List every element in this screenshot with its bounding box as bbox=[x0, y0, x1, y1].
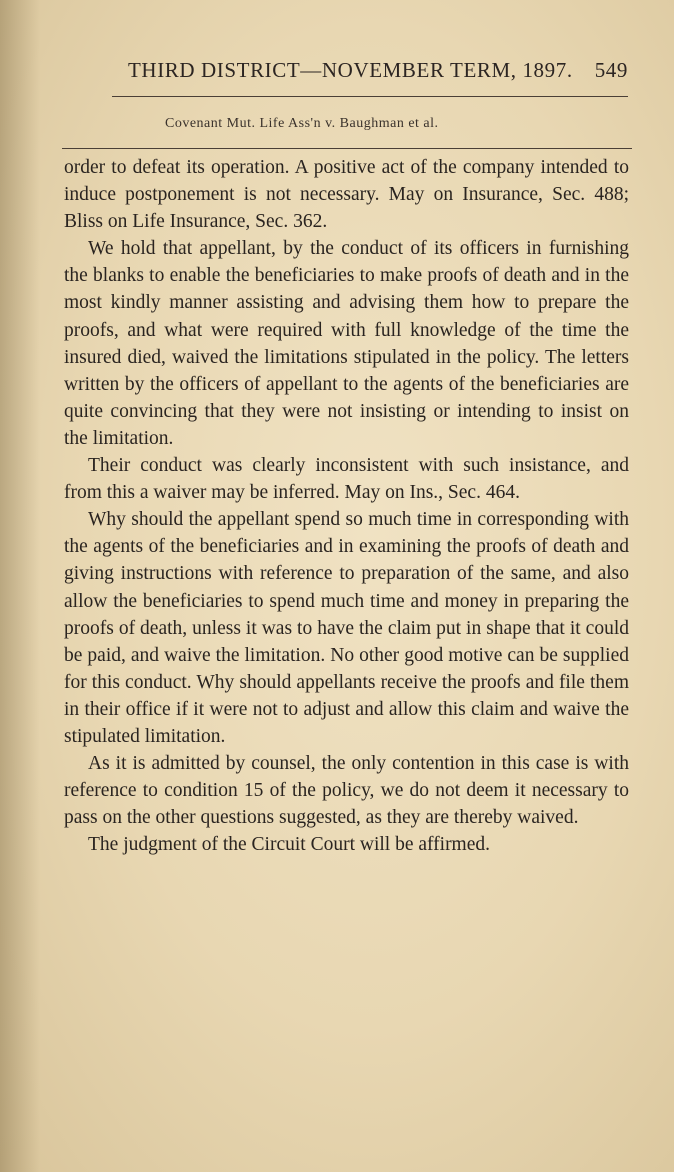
header-rule bbox=[112, 96, 628, 97]
paragraph-admission: As it is admitted by counsel, the only contention in this case is with reference to condition 15 of the policy, we do not deem it necessary to pass on the other questions suggested, as they are thereby waived. bbox=[64, 753, 629, 829]
case-caption: Covenant Mut. Life Ass'n v. Baughman et al. bbox=[165, 116, 439, 131]
caption-rule bbox=[62, 148, 632, 149]
paragraph-waiver-holding: We hold that appellant, by the conduct of its officers in furnishing the blanks to enable the beneficiaries to make proofs of death and in the most kindly manner assisting and advising them how to prepare the proofs, and what were required with full knowledge of the time the insured died, waived the limitations stipulated in the policy. The letters written by the officers of appellant to the agents of the beneficiaries are quite convincing that they were not insisting or intending to insist on the limitation. bbox=[64, 238, 629, 449]
paragraph-continuation: order to defeat its operation. A positive act of the company intended to induce postponement is not necessary. May on Insurance, Sec. 488; Bliss on Life Insurance, Sec. 362. bbox=[64, 157, 629, 233]
paragraph-why-question: Why should the appellant spend so much time in corresponding with the agents of the beneficiaries and in examining the proofs of death and giving instructions with reference to preparation of the same, and also allow the beneficiaries to spend much time and money in preparing the proofs of death, unless it was to have the claim put in shape that it could be paid, and waive the limitation. No other good motive can be supplied for this conduct. Why should appellants receive the proofs and file them in their office if it were not to adjust and allow this claim and waive the stipulated limitation. bbox=[64, 509, 629, 747]
page-number: 549 bbox=[594, 58, 628, 82]
running-title: THIRD DISTRICT—NOVEMBER TERM, 1897. bbox=[128, 58, 573, 82]
opinion-text bbox=[64, 154, 629, 858]
running-head bbox=[128, 58, 628, 86]
paragraph-conduct: Their conduct was clearly inconsistent with such insistance, and from this a waiver may be inferred. May on Ins., Sec. 464. bbox=[64, 455, 629, 504]
paragraph-judgment: The judgment of the Circuit Court will be affirmed. bbox=[88, 834, 491, 856]
